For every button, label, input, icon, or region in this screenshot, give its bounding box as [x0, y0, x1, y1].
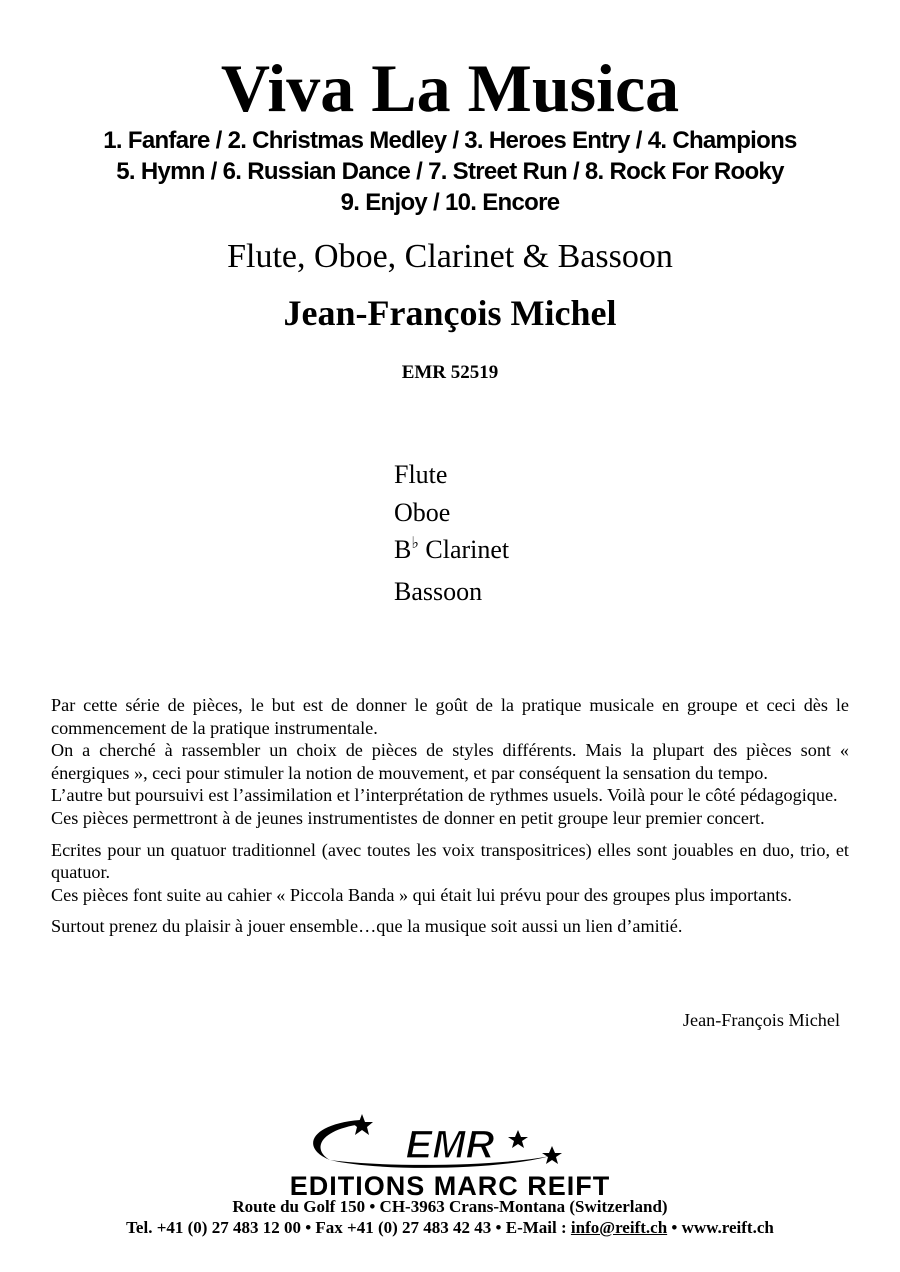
email-link[interactable]: info@reift.ch: [570, 1218, 668, 1237]
publisher-e: E: [289, 1171, 309, 1201]
catalog-number: EMR 52519: [401, 362, 499, 383]
movement-line: 9. Enjoy / 10. Encore: [340, 189, 560, 216]
part-clarinet: [394, 531, 509, 573]
part-oboe: Oboe: [394, 497, 451, 527]
page-title: Viva La Musica: [220, 50, 680, 126]
emr-logo: [300, 1108, 600, 1178]
clarinet-key: B: [394, 535, 412, 564]
logo-text: EMR: [405, 1123, 495, 1167]
instrumentation: Flute, Oboe, Clarinet & Bassoon: [227, 238, 673, 275]
contact-phone-fax: Tel. +41 (0) 27 483 12 00 • Fax +41 (0) 27 483 42 43 • E-Mail :: [126, 1218, 571, 1237]
publisher-reift: EIFT: [547, 1171, 611, 1201]
clarinet-label: Clarinet: [425, 535, 510, 564]
part-bassoon: Bassoon: [394, 576, 483, 606]
preface-paragraph: Ces pièces font suite au cahier « Piccola Banda » qui était lui prévu pour des groupes plus importants.: [51, 884, 792, 905]
publisher-contact: [0, 1217, 900, 1238]
movement-line: 1. Fanfare / 2. Christmas Medley / 3. Heroes Entry / 4. Champions: [103, 127, 797, 154]
preface-paragraph: Ecrites pour un quatuor traditionnel (avec toutes les voix transpositrices) elles sont jouables en duo, trio, et quatuor.: [51, 839, 849, 883]
movement-line: 5. Hymn / 6. Russian Dance / 7. Street Run / 8. Rock For Rooky: [116, 158, 784, 185]
publisher-r: R: [527, 1171, 548, 1201]
publisher-m: M: [433, 1171, 458, 1201]
movement-list: [0, 125, 900, 218]
flat-sign: ♭: [411, 535, 419, 552]
preface-text: [51, 694, 849, 938]
publisher-marc: ARC: [457, 1171, 528, 1201]
preface-paragraph: L’autre but poursuivi est l’assimilation et l’interprétation de rythmes usuels. Voilà pour le côté pédagogique.: [51, 785, 838, 806]
publisher-address: Route du Golf 150 • CH-3963 Crans-Montana (Switzerland): [232, 1197, 668, 1216]
preface-paragraph: Par cette série de pièces, le but est de donner le goût de la pratique musicale en groupe et ceci dès le commencement de la pratique instrumentale.: [51, 695, 849, 738]
signature: Jean-François Michel: [682, 1010, 840, 1030]
part-flute: Flute: [394, 460, 448, 489]
publisher-editions: DITIONS: [308, 1171, 434, 1201]
composer-name: Jean-François Michel: [283, 293, 617, 333]
preface-paragraph: On a cherché à rassembler un choix de pièces de styles différents. Mais la plupart des pièces sont « énergiques », ceci pour stimuler la notion de mouvement, et par conséquent la sensation du tempo.: [51, 740, 849, 783]
parts-list: [394, 456, 509, 610]
preface-paragraph: Ces pièces permettront à de jeunes instrumentistes de donner en petit groupe leur premier concert.: [51, 807, 765, 828]
website: • www.reift.ch: [667, 1218, 774, 1237]
preface-paragraph: Surtout prenez du plaisir à jouer ensemble…que la musique soit aussi un lien d’amitié.: [51, 916, 683, 937]
